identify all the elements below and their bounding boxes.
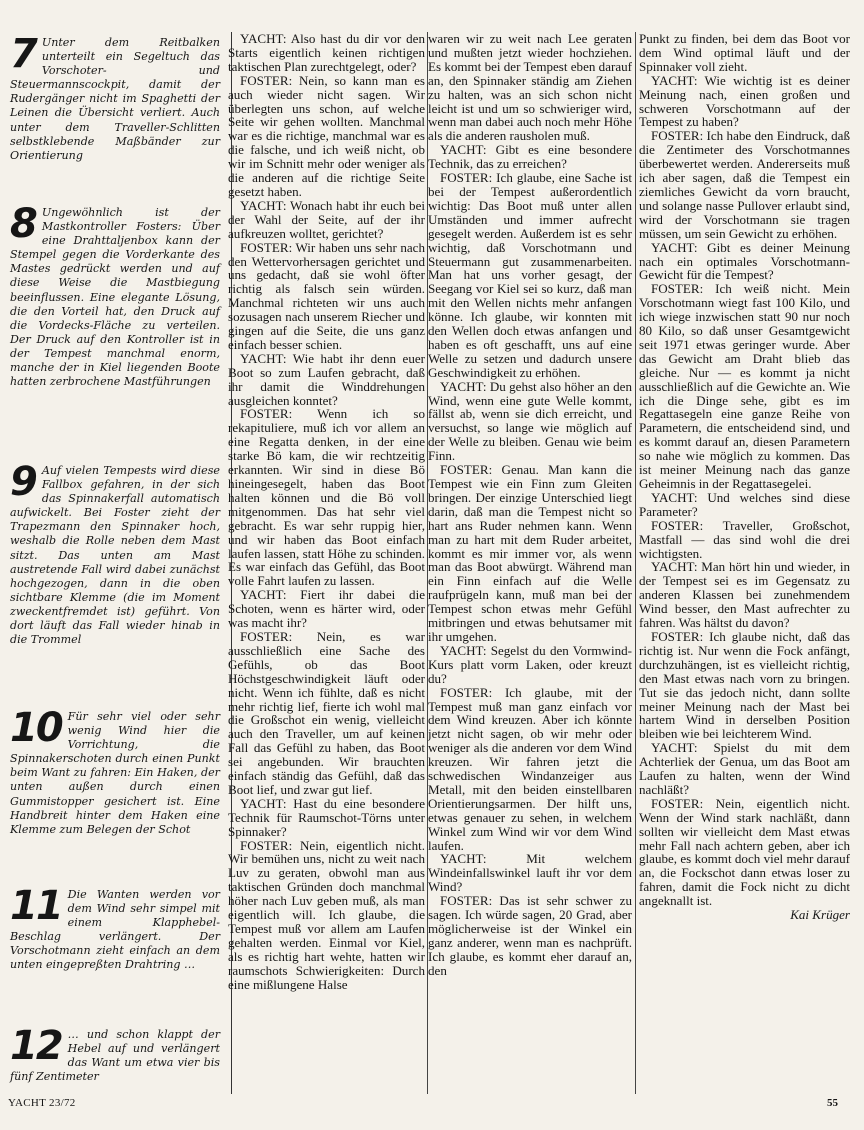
interview-paragraph: YACHT: Also hast du dir vor den Starts eigentlich keinen richtigen taktischen Plan zurechtgelegt, oder? (228, 32, 425, 74)
caption-text: … und schon klappt der Hebel auf und verlängert das Want um etwa vier bis fünf Zentimeter (10, 1028, 220, 1084)
caption-number: 10 (10, 705, 62, 751)
author-byline: Kai Krüger (790, 907, 850, 923)
article-column-3 (639, 32, 850, 1088)
column-rule (635, 32, 636, 1094)
caption-8 (10, 201, 220, 389)
interview-paragraph: FOSTER: Nein, so kann man es auch wieder nicht sagen. Wir überlegten uns schon, auf welche Seite wir gehen wollten. Manchmal war es die richtige, manchmal war es die falsche, und ich weiß nicht, ob wir im Schnitt mehr oder weniger als die anderen auf die richtige Seite gesetzt haben. (228, 72, 425, 199)
interview-paragraph: YACHT: Gibt es eine besondere Technik, das zu erreichen? (428, 142, 632, 172)
interview-paragraph: FOSTER: Ich glaube, eine Sache ist bei der Tempest außerordentlich wichtig: Das Boot muß unter allen Umständen und immer aufrecht gesegelt werden. Außerdem ist es sehr wichtig, daß Vorschotmann und Steuermann gut zusammenarbeiten. Man hat uns vorher gesagt, der Seegang vor Kiel sei so kurz, daß man mit den Wellen nichts mehr anfangen könne. Ich glaube, wir konnten mit den Wellen doch etwas anfangen und haben es oft geschafft, uns auf eine Welle zu setzen und dadurch unsere Geschwindigkeit zu erhöhen. (428, 170, 632, 380)
interview-paragraph: FOSTER: Traveller, Großschot, Mastfall — das sind wohl die drei wichtigsten. (639, 517, 850, 561)
interview-paragraph: YACHT: Wie wichtig ist es deiner Meinung nach, einen großen und schweren Vorschotmann auf der Tempest zu haben? (639, 72, 850, 130)
magazine-issue-footer: YACHT 23/72 (8, 1097, 76, 1109)
caption-number: 7 (10, 31, 36, 77)
caption-11 (10, 883, 220, 973)
caption-number: 11 (10, 883, 62, 929)
article-column-2 (428, 32, 632, 1088)
caption-9 (10, 459, 220, 647)
interview-paragraph: Punkt zu finden, bei dem das Boot vor dem Wind optimal läuft und der Spinnaker voll zieht. (639, 32, 850, 74)
interview-paragraph: FOSTER: Wir haben uns sehr nach den Wettervorhersagen gerichtet und uns gedacht, daß sie wohl öfter richtig als falsch sein würden. Manchmal richteten wir uns auch sozusagen nach unserem Riecher und gingen auf die Seite, die uns ganz einfach besser schien. (228, 239, 425, 352)
interview-paragraph: FOSTER: Ich weiß nicht. Mein Vorschotmann wiegt fast 100 Kilo, und ich wiege inzwischen statt 90 nur noch 80 Kilo, so daß unser Gesamtgewicht seit 1971 etwas geringer wurde. Aber das Gewicht am Draht blieb das gleiche. Nur — es kommt ja nicht ausschließlich auf die Gewichte an. Wie ich die Dinge sehe, gibt es im Regattasegeln eine ganze Reihe von Parametern, die entscheidend sind, und es kommt darauf an, diesen Parametern so nahe wie möglich zu kommen. Das ist meiner Meinung nach das ganze Geheimnis in der Regattasegelei. (639, 281, 850, 491)
interview-paragraph: FOSTER: Nein, eigentlich nicht. Wenn der Wind stark nachläßt, dann sollten wir vielleicht dem Mast etwas mehr Fall nach achtern geben, aber ich glaube, es kommt doch viel mehr darauf an, die Fockschot dann etwas loser zu fahren, damit die Fock nicht zu dicht angeknallt ist. (639, 795, 850, 909)
caption-text: Auf vielen Tempests wird diese Fallbox gefahren, in der sich das Spinnakerfall automatisch aufwickelt. Bei Foster zieht der Trapezmann den Spinnaker hoch, weshalb die Rolle neben dem Mast sitzt. Das unten am Mast austretende Fall wird dabei zunächst hochgezogen, dann in die oben sichtbare Klemme (die im Moment zweckentfremdet ist) geführt. Von dort läuft das Fall wieder hinab in die Trommel (10, 464, 220, 647)
interview-paragraph: FOSTER: Ich glaube, mit der Tempest muß man ganz einfach vor dem Wind kreuzen. Aber ich könnte jetzt nicht sagen, ob wir mehr oder weniger als die anderen vor dem Wind kreuzen. Wir fahren jetzt die schwedischen Windanzeiger aus Metall, mit den beiden einstellbaren Orientierungsarmen. Der hilft uns, etwas genauer zu sehen, in welchem Winkel zum Wind wir vor dem Wind laufen. (428, 684, 632, 853)
interview-paragraph: FOSTER: Genau. Man kann die Tempest wie ein Finn zum Gleiten bringen. Der einzige Unterschied liegt darin, daß man die Tempest nicht so hart ans Ruder nehmen kann. Wenn man zu hart mit dem Ruder arbeitet, kommt es mir immer vor, als wenn man das Boot abwürgt. Während man ein Finn einfach auf die Welle raufprügeln kann, muß man bei der Tempest schon etwas mehr Gefühl mitbringen und etwas behutsamer mit ihr umgehen. (428, 462, 632, 644)
caption-7 (10, 31, 220, 163)
interview-paragraph: YACHT: Mit welchem Windeinfallswinkel lauft ihr vor dem Wind? (428, 851, 632, 895)
caption-number: 8 (10, 201, 36, 247)
caption-text: Unter dem Reitbalken unterteilt ein Segeltuch das Vorschoter- und Steuermannscockpit, damit der Rudergänger nicht im Spaghetti der Leinen die Übersicht verliert. Auch unter dem Traveller-Schlitten selbstklebende Maßbänder zur Orientierung (10, 36, 220, 162)
interview-paragraph: YACHT: Und welches sind diese Parameter? (639, 489, 850, 519)
interview-paragraph: FOSTER: Nein, eigentlich nicht. Wir bemühen uns, nicht zu weit nach Luv zu geraten, obwohl man aus taktischen Gründen doch manchmal höher nach Luv geben muß, als man eigentlich will. Ich glaube, die Tempest muß vor allem am Laufen gehalten werden. Einmal vor Kiel, als es richtig hart wehte, hatten wir raumschots Schwierigkeiten: Durch eine mißlungene Halse (228, 837, 425, 992)
caption-text: Die Wanten werden vor dem Wind sehr simpel mit einem Klapphebel-Beschlag verlängert. Der Vorschotmann zieht einfach an dem unten eingepreßten Drahtring … (10, 888, 220, 972)
interview-paragraph: FOSTER: Das ist sehr schwer zu sagen. Ich würde sagen, 20 Grad, aber möglicherweise ist der Winkel ein ganz anderer, wenn man es nachprüft. Ich glaube, es kommt eher darauf an, den (428, 893, 632, 978)
article-column-1 (228, 32, 425, 1088)
interview-paragraph: YACHT: Man hört hin und wieder, in der Tempest sei es im Gegensatz zu anderen Klassen bei zunehmendem Wind besser, den Mast aufrechter zu fahren. Was hältst du davon? (639, 559, 850, 631)
interview-paragraph: FOSTER: Ich glaube nicht, daß das richtig ist. Nur wenn die Fock anfängt, durchzuhängen, ist es vielleicht richtig, den Mast etwas nach vorn zu bringen. Tut sie das jedoch nicht, dann sollte meiner Meinung nach der Mast bei hartem Wind in derselben Position bleiben wie bei leichterem Wind. (639, 628, 850, 742)
interview-paragraph: FOSTER: Nein, es war ausschließlich eine Sache des Gefühls, ob das Boot Höchstgeschwindigkeit läuft oder nicht. Wenn ich fühlte, daß es nicht mehr richtig lief, fierte ich wohl mal die Großschot ein wenig, vielleicht auch den Traveller, um auf keinen Fall das Gefühl zu haben, das Boot sei angebunden. Wir brauchten einfach ständig das Gefühl, daß das Boot lief, und zwar gut lief. (228, 628, 425, 797)
article-column-3-body (639, 32, 850, 908)
caption-number: 12 (10, 1023, 62, 1069)
caption-12 (10, 1023, 220, 1084)
interview-paragraph: YACHT: Fiert ihr dabei die Schoten, wenn es härter wird, oder was macht ihr? (228, 587, 425, 631)
caption-number: 9 (10, 459, 36, 505)
interview-paragraph: YACHT: Gibt es deiner Meinung nach ein optimales Vorschotmann-Gewicht für die Tempest? (639, 239, 850, 283)
interview-paragraph: YACHT: Du gehst also höher an den Wind, wenn eine gute Welle kommt, fällst ab, wenn sie dich erreicht, und versuchst, so lange wie möglich auf der Welle zu bleiben. Genau wie beim Finn. (428, 378, 632, 464)
interview-paragraph: YACHT: Spielst du mit dem Achterliek der Genua, um das Boot am Laufen zu halten, wenn der Wind nachläßt? (639, 740, 850, 797)
page-number: 55 (827, 1097, 838, 1109)
caption-10 (10, 705, 220, 837)
interview-paragraph: YACHT: Hast du eine besondere Technik für Raumschot-Törns unter Spinnaker? (228, 795, 425, 839)
interview-paragraph: YACHT: Wie habt ihr denn euer Boot so zum Laufen gebracht, daß ihr damit die Winddrehungen ausgleichen konntet? (228, 350, 425, 408)
interview-paragraph: YACHT: Wonach habt ihr euch bei der Wahl der Seite, auf der ihr aufkreuzen wolltet, gerichtet? (228, 197, 425, 241)
interview-paragraph: FOSTER: Wenn ich so rekapituliere, muß ich vor allem an eine Regatta denken, in der eine starke Bö kam, die wir rechtzeitig erkannten. Wir sind in diese Bö hineingesegelt, haben das Boot halten können und die Bö voll mitgenommen. Das hat sehr viel gebracht. Es war sehr ruppig hier, und wir haben das Boot einfach laufen lassen, statt Höhe zu schinden. Es war einfach das Gefühl, das Boot volle Fahrt laufen zu lassen. (228, 406, 425, 589)
interview-paragraph: waren wir zu weit nach Lee geraten und mußten jetzt wieder hochziehen. Es kommt bei der Tempest eben darauf an, den Spinnaker ständig am Ziehen zu halten, was an sich schon nicht leicht ist und um so schwieriger wird, wenn man dabei auch noch mehr Höhe als die anderen rausholen muß. (428, 32, 632, 144)
caption-text: Für sehr viel oder sehr wenig Wind hier die Vorrichtung, die Spinnakerschoten durch einen Punkt beim Want zu fahren: Ein Haken, der unten außen durch einen Gummistopper gesichert ist. Eine Handbreit hinter dem Haken eine Klemme zum Belegen der Schot (10, 710, 220, 836)
caption-text: Ungewöhnlich ist der Mastkontroller Fosters: Über eine Drahttaljenbox kann der Stempel gegen die Vorderkante des Mastes gedrückt werden und auf diese Weise die Mastbiegung beeinflussen. Eine elegante Lösung, die den Vorteil hat, den Druck auf die Vordecks-Fläche zu verteilen. Der Druck auf den Kontroller ist in der Tempest manchmal enorm, manche der in Kiel liegenden Boote hatten zerbrochene Mastführungen (10, 206, 220, 389)
interview-paragraph: YACHT: Segelst du den Vormwind-Kurs platt vorm Laken, oder kreuzt du? (428, 642, 632, 686)
interview-paragraph: FOSTER: Ich habe den Eindruck, daß die Zentimeter des Vorschotmannes überbewertet werden. Andererseits muß ich aber sagen, daß die Tempest ein ziemliches Gewicht da vorn braucht, und solange nasse Pullover erlaubt sind, wird der Vorschotmann sie tragen müssen, um sein Gewicht zu erhöhen. (639, 128, 850, 241)
